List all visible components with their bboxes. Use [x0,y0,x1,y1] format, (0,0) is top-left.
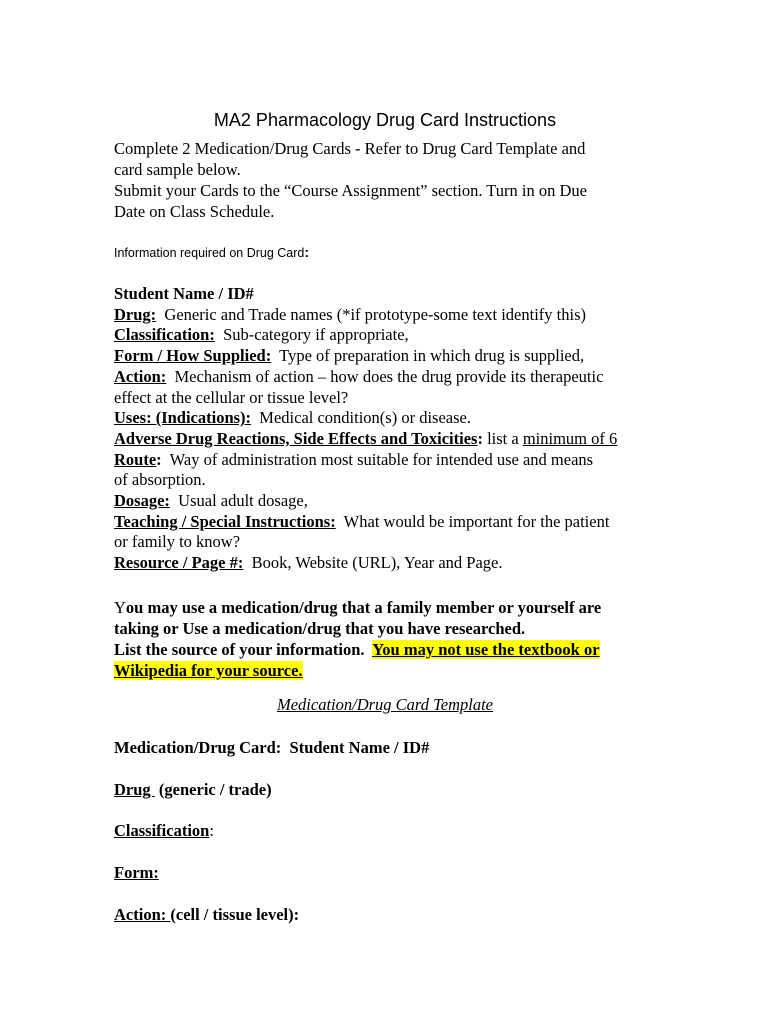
field-uses [114,408,617,429]
notice-line-text: List the source of your information. [114,640,373,659]
required-fields-list [114,284,617,574]
field-drug [114,305,617,326]
field-resource [114,553,617,574]
notice-paragraph [114,597,601,681]
field-action [114,367,617,388]
field-teaching-cont: or family to know? [114,532,241,552]
notice-line [114,597,601,618]
template-action-rest: (cell / tissue level): [170,905,300,924]
template-card-rest: : Student Name / ID# [275,738,430,757]
field-drug-text: Generic and Trade names (*if prototype-some text identify this) [156,304,586,324]
field-dosage-label: Dosage: [114,491,170,511]
intro-paragraph [114,138,587,222]
field-uses-text: Medical condition(s) or disease. [251,408,471,428]
template-card-label: Medication/Drug Card [114,738,276,757]
field-route-colon: : [156,449,162,469]
field-teaching-text: What would be important for the patient [335,511,610,531]
field-teaching-label: Teaching / Special Instructions: [114,511,336,531]
field-teaching [114,512,617,533]
template-action-label: Action: [114,905,171,924]
field-route-label: Route [114,449,157,469]
field-classification [114,325,617,346]
notice-line-text: ou may use a medication/drug that a family member or yourself are [125,598,602,617]
template-card-line [114,738,429,758]
field-dosage-text: Usual adult dosage, [169,491,308,511]
template-title: Medication/Drug Card Template [276,695,494,714]
highlighted-warning: You may not use the textbook or [372,640,600,659]
field-drug-label: Drug: [114,304,157,324]
intro-line: Complete 2 Medication/Drug Cards - Refer to Drug Card Template and [114,139,586,158]
template-classification-label: Classification [114,821,210,840]
field-form-text: Type of preparation in which drug is supplied, [271,346,585,366]
notice-line: taking or Use a medication/drug that you have researched. [114,619,526,638]
field-action-cont: effect at the cellular or tissue level? [114,387,349,407]
notice-line [114,639,601,660]
field-adr [114,429,617,450]
field-dosage [114,491,617,512]
notice-initial: Y [114,598,126,617]
field-form [114,346,617,367]
field-adr-label: Adverse Drug Reactions, Side Effects and Toxicities [114,428,478,448]
template-classification-line [114,821,214,841]
field-action-label: Action: [114,366,167,386]
field-route-cont: of absorption. [114,470,206,490]
field-student: Student Name / ID# [114,284,254,303]
intro-line: card sample below. [114,160,241,179]
field-classification-text: Sub-category if appropriate, [214,325,409,345]
field-route [114,450,617,471]
template-form-line [114,863,159,883]
template-action-line [114,905,299,925]
notice-line [114,660,601,681]
field-action-text: Mechanism of action – how does the drug provide its therapeutic [166,366,604,386]
template-drug-label: Drug [114,780,155,799]
intro-line: Date on Class Schedule. [114,202,275,221]
field-classification-label: Classification: [114,325,215,345]
template-classification-colon: : [209,821,214,840]
field-resource-label: Resource / Page #: [114,553,244,573]
highlighted-warning: Wikipedia for your source. [114,661,303,680]
info-required-heading [114,244,309,260]
field-uses-label: Uses: (Indications): [114,408,252,428]
template-drug-rest: (generic / trade) [154,780,272,799]
field-resource-text: Book, Website (URL), Year and Page. [243,553,503,573]
page-title: MA2 Pharmacology Drug Card Instructions [213,110,557,130]
template-drug-line [114,780,272,800]
field-adr-text: list a [482,428,523,448]
field-adr-colon: : [477,428,483,448]
field-adr-minimum: minimum of 6 [522,428,618,448]
info-required-colon: : [304,244,310,260]
field-route-text: Way of administration most suitable for intended use and means [161,449,594,469]
template-form-label: Form: [114,863,159,882]
field-form-label: Form / How Supplied: [114,346,272,366]
intro-line: Submit your Cards to the “Course Assignment” section. Turn in on Due [114,181,587,200]
info-required-text: Information required on Drug Card [114,246,305,260]
